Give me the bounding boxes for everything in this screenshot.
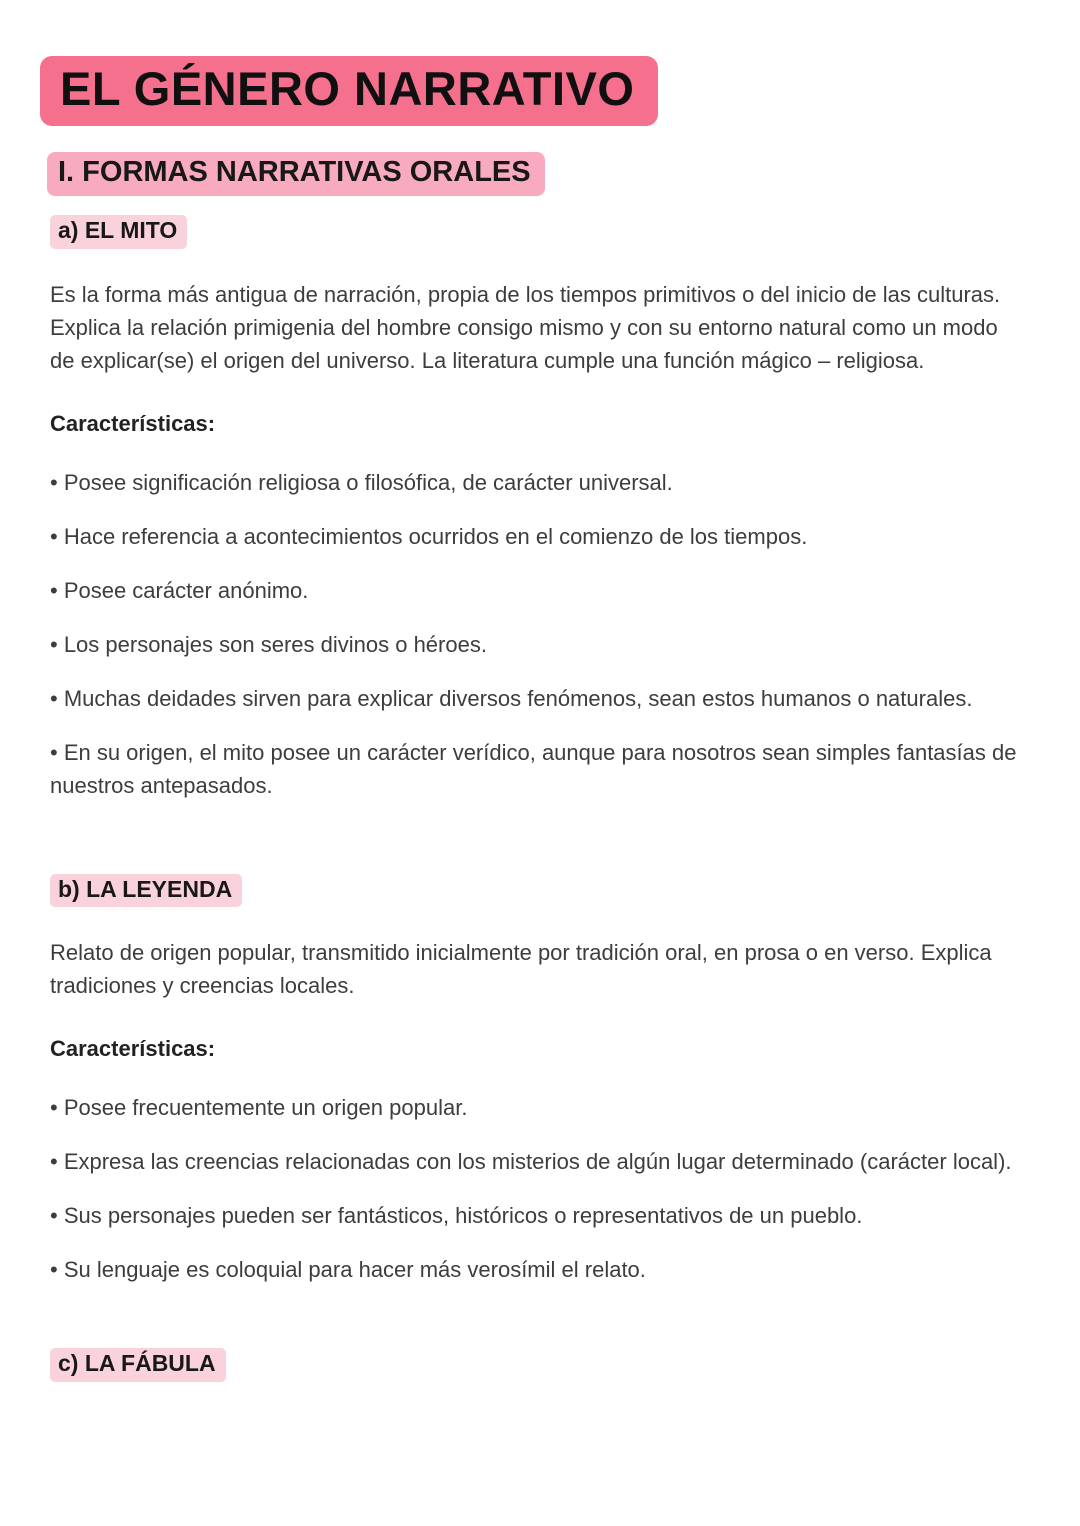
subsection-heading-la-leyenda: b) LA LEYENDA [50,874,242,908]
leyenda-bullet-item: • Expresa las creencias relacionadas con los misterios de algún lugar determinado (carácter local). [50,1149,1012,1175]
leyenda-bullet-item: • Sus personajes pueden ser fantásticos, históricos o representativos de un pueblo. [50,1203,863,1229]
page-title: EL GÉNERO NARRATIVO [40,56,658,126]
mito-bullet-item: • En su origen, el mito posee un carácter verídico, aunque para nosotros sean simples fantasías de nuestros antepasados. [50,739,1017,798]
subsection-heading-el-mito: a) EL MITO [50,215,187,249]
leyenda-intro-paragraph: Relato de origen popular, transmitido inicialmente por tradición oral, en prosa o en verso. Explica tradiciones y creencias locales. [50,940,992,999]
subsection-heading-la-fabula: c) LA FÁBULA [50,1348,226,1382]
leyenda-bullet-item: • Posee frecuentemente un origen popular. [50,1095,468,1121]
mito-bullet-item: • Posee significación religiosa o filosófica, de carácter universal. [50,469,673,495]
subsection-row-fabula [50,1348,1080,1382]
section-heading-formas-narrativas-orales: I. FORMAS NARRATIVAS ORALES [47,152,545,196]
mito-bullet-item: • Posee carácter anónimo. [50,577,309,603]
leyenda-characteristics-label: Características: [50,1036,216,1062]
subsection-row-mito [50,215,1080,249]
mito-bullet-item: • Los personajes son seres divinos o héroes. [50,631,487,657]
section-heading-row [47,152,1080,196]
mito-bullet-item: • Muchas deidades sirven para explicar diversos fenómenos, sean estos humanos o naturales. [50,685,973,711]
mito-intro-paragraph: Es la forma más antigua de narración, propia de los tiempos primitivos o del inicio de las culturas. Explica la relación primigenia del hombre consigo mismo y con su entorno natural como un modo de explicar(se) el origen del universo. La literatura cumple una función mágico – religiosa. [50,281,1001,373]
subsection-row-leyenda [50,874,1080,908]
leyenda-bullet-item: • Su lenguaje es coloquial para hacer más verosímil el relato. [50,1257,646,1283]
title-row [40,0,1080,126]
mito-characteristics-label: Características: [50,410,216,436]
mito-bullet-item: • Hace referencia a acontecimientos ocurridos en el comienzo de los tiempos. [50,523,808,549]
